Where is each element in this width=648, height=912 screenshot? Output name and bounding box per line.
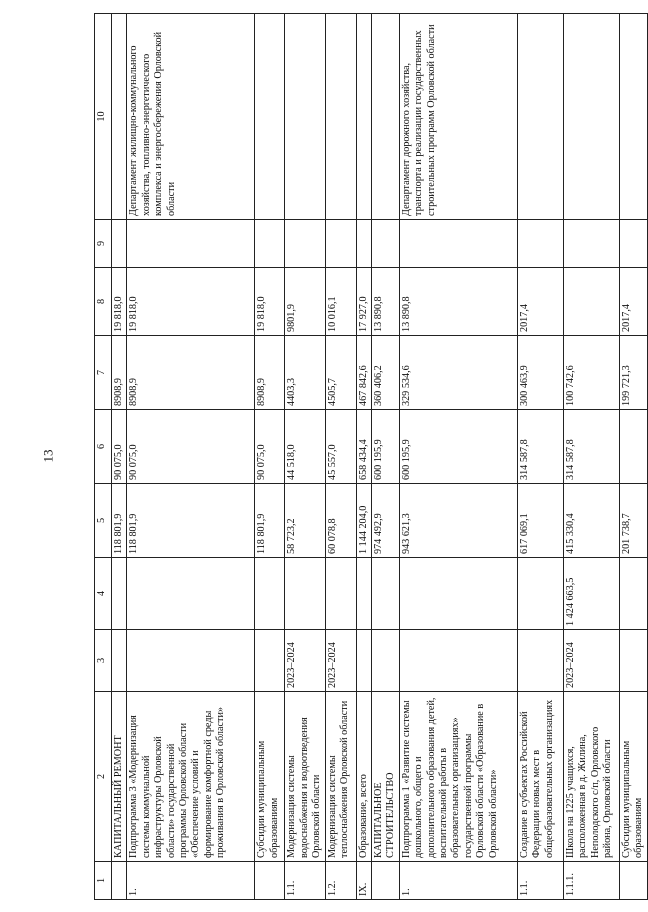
table-cell: 17 927,0: [356, 268, 371, 336]
table-cell: 19 818,0: [255, 268, 285, 336]
table-cell: 45 557,0: [325, 410, 356, 484]
table-cell: [372, 558, 400, 630]
table-cell: [112, 558, 127, 630]
table-cell: [325, 14, 356, 220]
table-cell: 300 463,9: [517, 336, 563, 410]
budget-table: [94, 13, 648, 900]
table-cell: 118 801,9: [255, 484, 285, 558]
table-cell: 415 330,4: [563, 484, 619, 558]
table-cell: 201 738,7: [619, 484, 647, 558]
table-cell: 943 621,3: [399, 484, 517, 558]
table-cell: [399, 630, 517, 692]
table-cell: 617 069,1: [517, 484, 563, 558]
table-cell: 1.: [127, 862, 255, 900]
table-cell: Создание в субъектах Российской Федерации новых мест в общеобразовательных организациях: [517, 692, 563, 862]
table-cell: [255, 14, 285, 220]
table-cell: 329 534,6: [399, 336, 517, 410]
table-cell: [112, 862, 127, 900]
table-cell: [255, 862, 285, 900]
table-cell: 90 075,0: [112, 410, 127, 484]
table-cell: 2017,4: [619, 268, 647, 336]
table-cell: [372, 14, 400, 220]
table-cell: [356, 220, 371, 268]
table-cell: [619, 14, 647, 220]
table-cell: 44 518,0: [285, 410, 325, 484]
table-cell: [619, 862, 647, 900]
table-cell: [563, 268, 619, 336]
table-cell: [325, 558, 356, 630]
table-cell: 13 890,8: [399, 268, 517, 336]
table-cell: Департамент жилищно-коммунального хозяйства, топливно-энергетического комплекса и энергосбережения Орловской области: [127, 14, 255, 220]
table-cell: [356, 630, 371, 692]
table-row: [517, 14, 563, 900]
table-cell: 2023–2024: [325, 630, 356, 692]
table-cell: [285, 14, 325, 220]
table-cell: 360 406,2: [372, 336, 400, 410]
table-cell: 2023–2024: [285, 630, 325, 692]
table-cell: [127, 558, 255, 630]
table-cell: Департамент дорожного хозяйства, транспорта и реализации государственных строительных программ Орловской области: [399, 14, 517, 220]
table-body: [95, 14, 648, 900]
header-cell: 9: [95, 220, 112, 268]
table-row: [619, 14, 647, 900]
section-row: [112, 14, 127, 900]
header-cell: 5: [95, 484, 112, 558]
header-cell: 1: [95, 862, 112, 900]
table-cell: Подпрограмма 3 «Модернизация системы коммунальной инфраструктуры Орловской области» государственной программы Орловской области «Обеспечение условий и формирование комфортной среды проживания в Орловской области»: [127, 692, 255, 862]
table-cell: 4505,7: [325, 336, 356, 410]
table-cell: 8908,9: [112, 336, 127, 410]
table-row: [356, 14, 371, 900]
table-cell: Модернизация системы теплоснабжения Орловской области: [325, 692, 356, 862]
table-cell: [127, 220, 255, 268]
table-cell: Субсидии муниципальным образованиям: [255, 692, 285, 862]
header-cell: 3: [95, 630, 112, 692]
table-cell: 60 078,8: [325, 484, 356, 558]
table-cell: [372, 630, 400, 692]
table-cell: 19 818,0: [112, 268, 127, 336]
rotated-document-page: [94, 14, 645, 900]
table-cell: [356, 558, 371, 630]
table-cell: [285, 220, 325, 268]
table-cell: КАПИТАЛЬНЫЙ РЕМОНТ: [112, 692, 127, 862]
table-cell: IX.: [356, 862, 371, 900]
table-cell: Подпрограмма 1 «Развитие системы дошкольного, общего и дополнительного образования детей, воспитательной работы в образовательных организациях» государственной программы Орловской области «Образование в Орловской области»: [399, 692, 517, 862]
table-cell: [372, 220, 400, 268]
table-cell: [517, 630, 563, 692]
header-cell: 8: [95, 268, 112, 336]
table-cell: 9801,9: [285, 268, 325, 336]
table-cell: [563, 14, 619, 220]
table-row: [399, 14, 517, 900]
table-cell: [112, 630, 127, 692]
header-cell: 6: [95, 410, 112, 484]
table-cell: [325, 220, 356, 268]
section-row: [372, 14, 400, 900]
table-cell: 19 818,0: [127, 268, 255, 336]
table-cell: [619, 410, 647, 484]
header-cell: 2: [95, 692, 112, 862]
table-cell: 58 723,2: [285, 484, 325, 558]
table-cell: 314 587,8: [517, 410, 563, 484]
header-row: [95, 14, 112, 900]
table-cell: [619, 558, 647, 630]
table-cell: 658 434,4: [356, 410, 371, 484]
table-cell: 314 587,8: [563, 410, 619, 484]
table-cell: 2023–2024: [563, 630, 619, 692]
header-cell: 10: [95, 14, 112, 220]
table-cell: 467 842,6: [356, 336, 371, 410]
table-cell: 600 195,9: [372, 410, 400, 484]
table-cell: [517, 558, 563, 630]
table-cell: [356, 14, 371, 220]
table-cell: 1.2.: [325, 862, 356, 900]
table-cell: 90 075,0: [255, 410, 285, 484]
table-cell: 1.1.: [517, 862, 563, 900]
table-cell: [517, 220, 563, 268]
table-cell: 8908,9: [255, 336, 285, 410]
table-cell: 4403,3: [285, 336, 325, 410]
table-cell: Образование, всего: [356, 692, 371, 862]
table-cell: 1 424 663,5: [563, 558, 619, 630]
page-number: 13: [40, 449, 56, 463]
table-cell: 1 144 204,0: [356, 484, 371, 558]
table-cell: 90 075,0: [127, 410, 255, 484]
table-cell: [563, 220, 619, 268]
table-cell: [619, 220, 647, 268]
table-cell: Субсидии муниципальным образованиям: [619, 692, 647, 862]
table-cell: 10 016,1: [325, 268, 356, 336]
table-cell: [255, 220, 285, 268]
header-cell: 4: [95, 558, 112, 630]
table-cell: 199 721,3: [619, 336, 647, 410]
table-row: [127, 14, 255, 900]
table-cell: Модернизация системы водоснабжения и водоотведения Орловской области: [285, 692, 325, 862]
table-cell: 2017,4: [517, 268, 563, 336]
table-cell: 100 742,6: [563, 336, 619, 410]
table-row: [563, 14, 619, 900]
table-cell: [399, 558, 517, 630]
table-cell: Школа на 1225 учащихся, расположенная в д. Жилина, Неполодского с/п, Орловского района, Орловской области: [563, 692, 619, 862]
table-cell: 118 801,9: [112, 484, 127, 558]
table-cell: 1.1.: [285, 862, 325, 900]
table-cell: 8908,9: [127, 336, 255, 410]
table-cell: [255, 630, 285, 692]
table-cell: [619, 630, 647, 692]
table-cell: [255, 558, 285, 630]
table-cell: 118 801,9: [127, 484, 255, 558]
table-cell: [112, 14, 127, 220]
table-row: [255, 14, 285, 900]
table-cell: 600 195,9: [399, 410, 517, 484]
table-cell: [127, 630, 255, 692]
table-cell: 13 890,8: [372, 268, 400, 336]
table-cell: 1.: [399, 862, 517, 900]
header-cell: 7: [95, 336, 112, 410]
table-cell: [372, 862, 400, 900]
table-cell: [285, 558, 325, 630]
table-cell: 974 492,9: [372, 484, 400, 558]
table-cell: [517, 14, 563, 220]
table-cell: [112, 220, 127, 268]
table-cell: КАПИТАЛЬНОЕ СТРОИТЕЛЬСТВО: [372, 692, 400, 862]
table-cell: 1.1.1.: [563, 862, 619, 900]
table-row: [325, 14, 356, 900]
table-row: [285, 14, 325, 900]
table-cell: [399, 220, 517, 268]
